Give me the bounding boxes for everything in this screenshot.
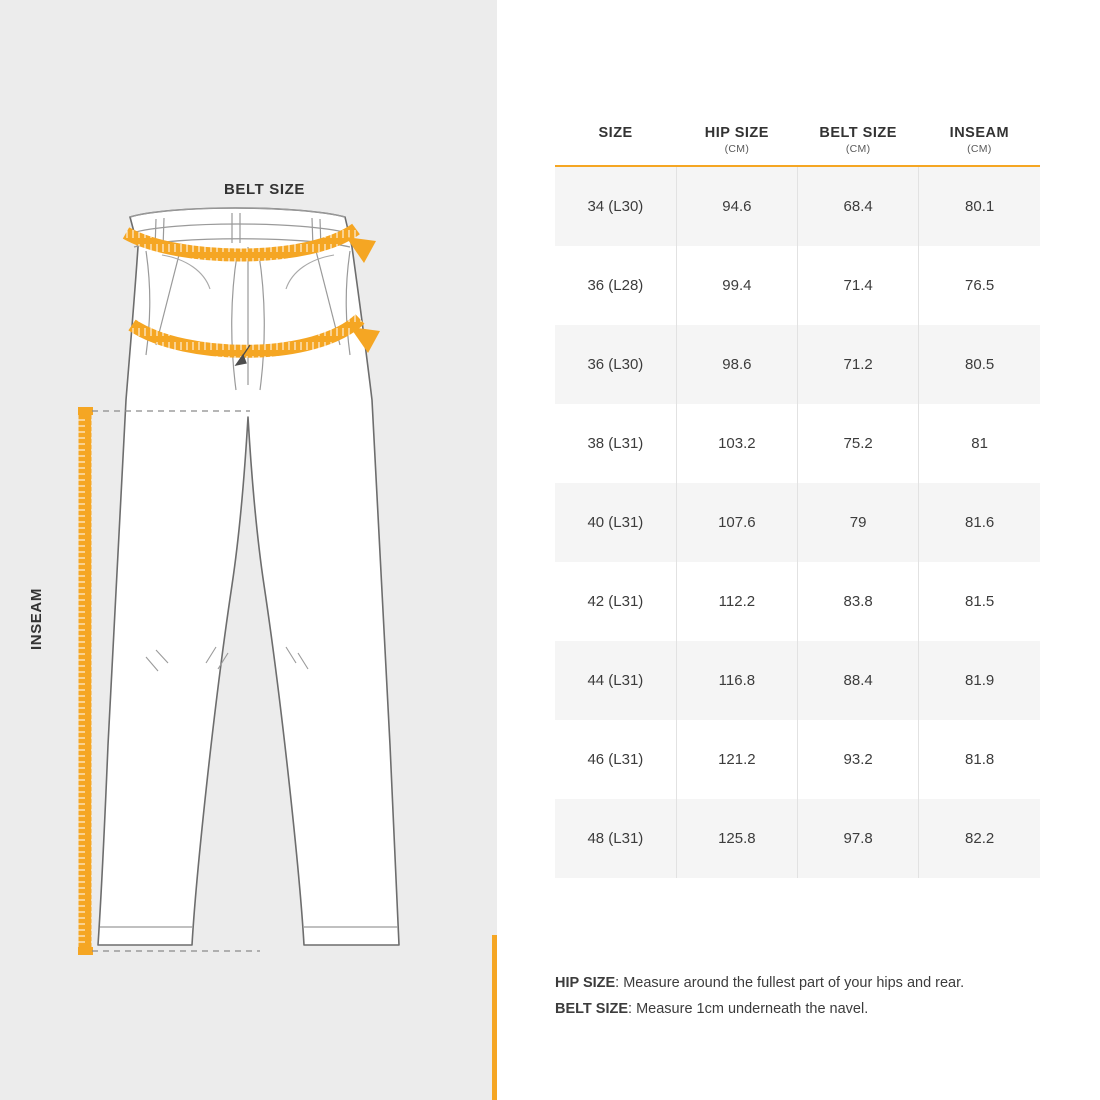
- unit-inseam: (CM): [967, 143, 992, 155]
- cell-inseam: 81.8: [965, 751, 995, 768]
- cell-belt: 71.2: [798, 325, 919, 404]
- table-head: [555, 125, 1040, 166]
- measurement-notes: [555, 970, 1075, 1022]
- column-header-size: SIZE: [598, 125, 633, 141]
- table-row: [555, 404, 1040, 483]
- note-belt-size: [555, 996, 1075, 1022]
- cell-size: 42 (L31): [555, 562, 676, 641]
- table-row: [555, 720, 1040, 799]
- cell-hip: 112.2: [676, 562, 797, 641]
- cell-inseam: 81.5: [965, 593, 995, 610]
- column-header-belt-size: BELT SIZE (CM): [798, 125, 919, 166]
- table-row: [555, 325, 1040, 404]
- belt-size-label: BELT SIZE: [224, 181, 305, 198]
- note-hip-text: : Measure around the fullest part of your hips and rear.: [615, 975, 965, 991]
- cell-hip: 121.2: [676, 720, 797, 799]
- cell-hip: 116.8: [676, 641, 797, 720]
- inseam-tape: [78, 407, 93, 955]
- cell-belt: 71.4: [798, 246, 919, 325]
- cell-belt: 68.4: [798, 166, 919, 246]
- table-body: [555, 166, 1040, 878]
- note-hip-key: HIP SIZE: [555, 975, 616, 991]
- cell-size: 36 (L28): [555, 246, 676, 325]
- note-hip-size: [555, 970, 1075, 996]
- cell-inseam: 81.9: [965, 672, 995, 689]
- illustration-panel: [0, 0, 497, 1100]
- cell-size: 34 (L30): [555, 166, 676, 246]
- column-header-hip-size: HIP SIZE (CM): [676, 125, 797, 166]
- cell-hip: 94.6: [676, 166, 797, 246]
- cell-belt: 83.8: [798, 562, 919, 641]
- cell-belt: 75.2: [798, 404, 919, 483]
- table-row: [555, 166, 1040, 246]
- cell-hip: 125.8: [676, 799, 797, 878]
- cell-inseam: 80.5: [965, 356, 995, 373]
- table-row: [555, 246, 1040, 325]
- note-belt-text: : Measure 1cm underneath the navel.: [628, 1001, 869, 1017]
- table-row: [555, 799, 1040, 878]
- cell-belt: 88.4: [798, 641, 919, 720]
- cell-hip: 99.4: [676, 246, 797, 325]
- table-row: [555, 483, 1040, 562]
- content-panel: [497, 0, 1100, 1100]
- cell-size: 38 (L31): [555, 404, 676, 483]
- cell-hip: 98.6: [676, 325, 797, 404]
- cell-inseam: 76.5: [965, 277, 995, 294]
- cell-inseam: 80.1: [965, 198, 995, 215]
- unit-hip: (CM): [724, 143, 750, 155]
- table-row: [555, 562, 1040, 641]
- cell-size: 48 (L31): [555, 799, 676, 878]
- cell-size: 36 (L30): [555, 325, 676, 404]
- unit-belt: (CM): [845, 143, 871, 155]
- inseam-label: INSEAM: [28, 588, 45, 650]
- table-header-row: [555, 125, 1040, 166]
- cell-size: 46 (L31): [555, 720, 676, 799]
- cell-hip: 107.6: [676, 483, 797, 562]
- cell-size: 44 (L31): [555, 641, 676, 720]
- column-header-inseam: INSEAM (CM): [919, 125, 1040, 166]
- cell-belt: 79: [798, 483, 919, 562]
- cell-inseam: 81: [971, 435, 988, 452]
- cell-hip: 103.2: [676, 404, 797, 483]
- cell-size: 40 (L31): [555, 483, 676, 562]
- cell-inseam: 82.2: [965, 830, 995, 847]
- cell-belt: 97.8: [798, 799, 919, 878]
- note-belt-key: BELT SIZE: [555, 1001, 629, 1017]
- size-table: [555, 125, 1040, 878]
- size-table-wrapper: [555, 125, 1040, 878]
- table-row: [555, 641, 1040, 720]
- cell-inseam: 81.6: [965, 514, 995, 531]
- cell-belt: 93.2: [798, 720, 919, 799]
- trousers-measurement-illustration: [60, 185, 450, 975]
